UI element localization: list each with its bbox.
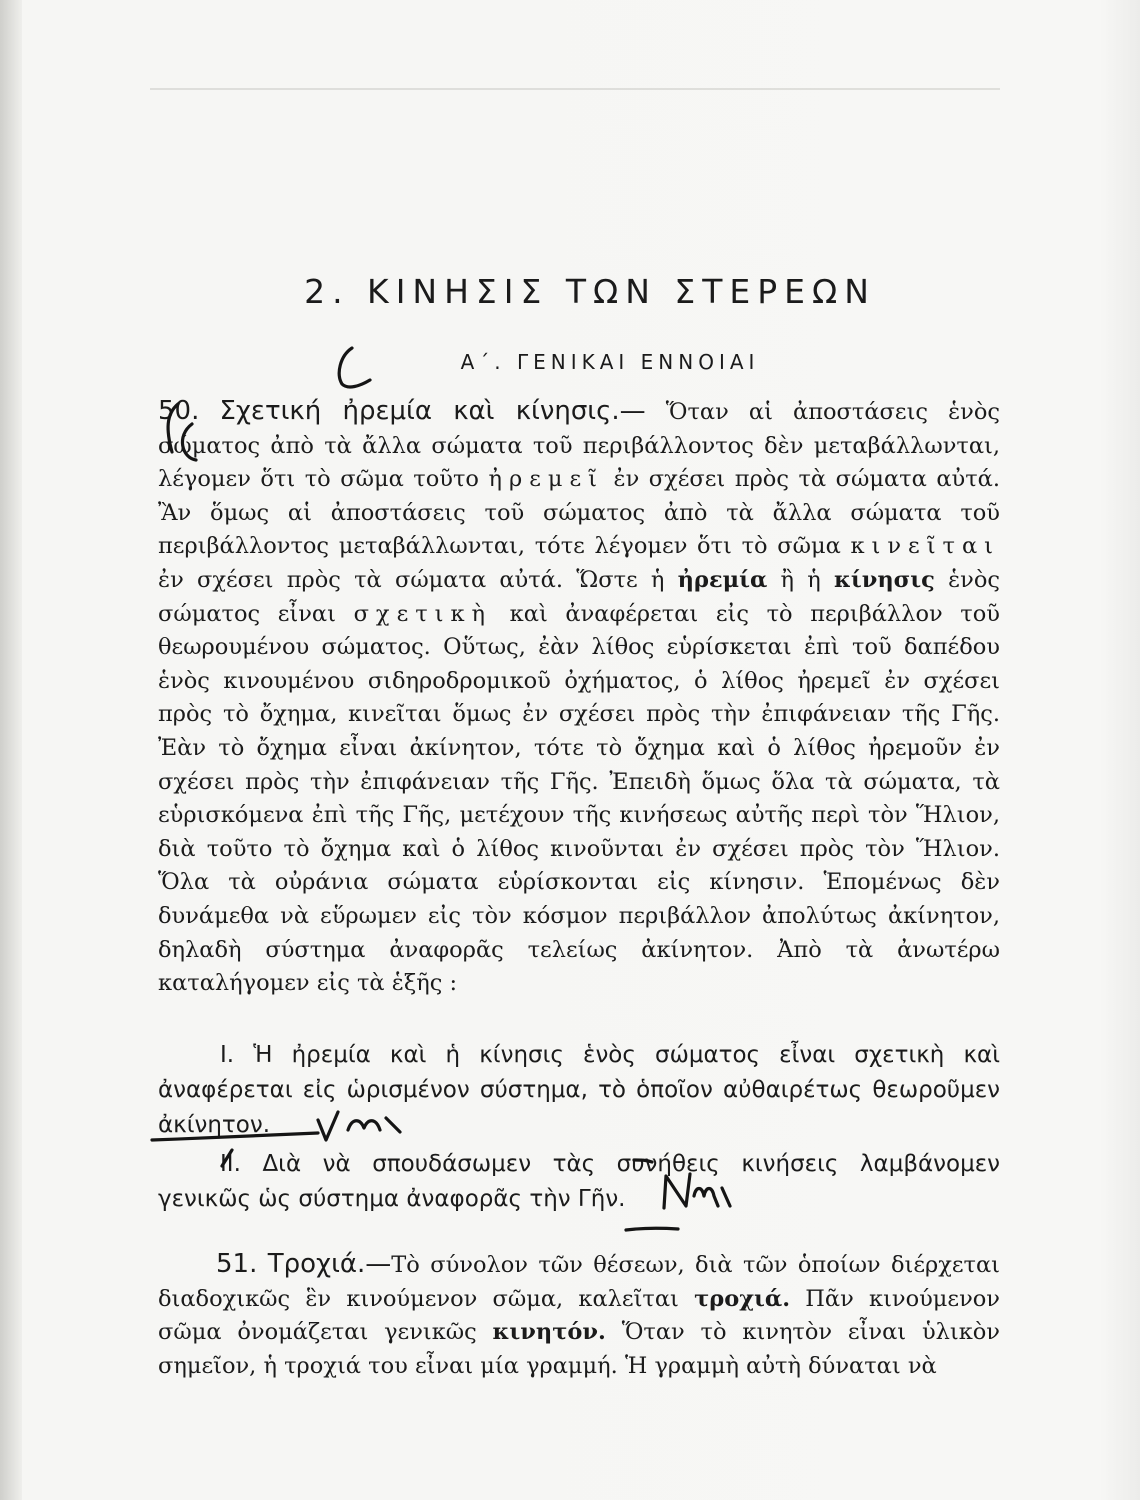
spaced-term: ἠρεμεῖ (488, 466, 604, 493)
body-text: Ὅταν αἱ ἀποστάσεις ἑνὸς σώματος ἀπὸ τὰ ἄλλα σώματα τοῦ περιβάλλοντος δὲν μεταβάλλωνται, λέγομεν ὅτι τὸ σῶμα τοῦτο (158, 399, 1001, 493)
list-item-number: I. (220, 1042, 235, 1068)
bleed-through-header (150, 78, 1000, 90)
list-item-text: Διὰ νὰ σπουδάσωμεν τὰς συνήθεις κινήσεις λαμβάνομεν γενικῶς ὡς σύστημα ἀναφορᾶς τὴν Γῆν. (158, 1151, 1001, 1212)
pen-mark-dash (626, 1228, 678, 1230)
list-item-text: Ἡ ἠρεμία καὶ ἡ κίνησις ἑνὸς σώματος εἶναι σχετικὴ καὶ ἀναφέρεται εἰς ὡρισμένον σύστημα, τὸ ὁποῖον αὐθαιρέτως θεωροῦμεν ἀκίνητον. (158, 1042, 1000, 1138)
body-text: ἐν σχέσει πρὸς τὰ σώματα αὐτά. Ἂν ὅμως αἱ ἀποστάσεις τοῦ σώματος ἀπὸ τὰ ἄλλα σώματα τοῦ περιβάλλοντος μεταβάλλωνται, τότε λέγομεν ὅτι τὸ σῶμα (158, 466, 1000, 560)
page-spine-shadow (0, 0, 22, 1500)
bold-term: κινητόν. (492, 1319, 606, 1346)
bold-term: κίνησις (833, 566, 935, 593)
paragraph-50 (158, 395, 1000, 1001)
list-item (158, 1038, 1000, 1143)
bold-term: τροχιά. (694, 1285, 791, 1312)
spaced-term: σχετικὴ (353, 600, 493, 627)
chapter-title: 2. ΚΙΝΗΣΙΣ ΤΩΝ ΣΤΕΡΕΩΝ (304, 272, 876, 311)
body-text: ἐν σχέσει πρὸς τὰ σώματα αὐτά. Ὥστε ἡ (158, 566, 678, 593)
paragraph-number: 51. (216, 1249, 258, 1279)
paragraph-51 (158, 1248, 1000, 1383)
body-text: Τὸ σύνολον τῶν θέσεων, διὰ τῶν ὁποίων διέρχεται διαδοχικῶς ἓν κινούμενον σῶμα, καλεῖται (158, 1252, 1001, 1312)
paragraph-number: 50. (158, 396, 200, 426)
body-text: Πᾶν κινούμενον σῶμα ὀνομάζεται γενικῶς (158, 1285, 1000, 1346)
body-text: Ὅταν τὸ κινητὸν εἶναι ὑλικὸν σημεῖον, ἡ τροχιά του εἶναι μία γραμμή. Ἡ γραμμὴ αὐτὴ δύναται νὰ (158, 1319, 1000, 1379)
body-text: ἑνὸς σώματος εἶναι (158, 566, 1000, 627)
body-text: ἢ ἡ (767, 566, 834, 593)
section-title: Α΄. ΓΕΝΙΚΑΙ ΕΝΝΟΙΑΙ (460, 350, 760, 374)
list-item-number: II. (220, 1151, 241, 1177)
list-item (158, 1147, 1000, 1217)
spaced-term: κινεῖται (850, 533, 1000, 560)
body-text: καὶ ἀναφέρεται εἰς τὸ περιβάλλον τοῦ θεωρουμένου σώματος. Οὕτως, ἐὰν λίθος εὑρίσκεται ἐπὶ τοῦ δαπέδου ἑνὸς κινουμένου σιδηροδρομικοῦ ὀχήματος, ὁ λίθος ἠρεμεῖ ἐν σχέσει πρὸς τὸ ὄχημα, κινεῖται ὅμως ἐν σχέσει πρὸς τὴν ἐπιφάνειαν τῆς Γῆς. Ἐὰν τὸ ὄχημα εἶναι ἀκίνητον, τότε τὸ ὄχημα καὶ ὁ λίθος ἠρεμοῦν ἐν σχέσει πρὸς τὴν ἐπιφάνειαν τῆς Γῆς. Ἐπειδὴ ὅμως ὅλα τὰ σώματα, τὰ εὑρισκόμενα ἐπὶ τῆς Γῆς, μετέχουν τῆς κινήσεως αὐτῆς περὶ τὸν Ἥλιον, διὰ τοῦτο τὸ ὄχημα καὶ ὁ λίθος κινοῦνται ἐν σχέσει πρὸς τὸν Ἥλιον. Ὅλα τὰ οὐράνια σώματα εὑρίσκονται εἰς κίνησιν. Ἑπομένως δὲν δυνάμεθα νὰ εὕρωμεν εἰς τὸν κόσμον περιβάλλον ἀπολύτως ἀκίνητον, δηλαδὴ σύστημα ἀναφορᾶς τελείως ἀκίνητον. Ἀπὸ τὰ ἀνωτέρω καταλήγομεν εἰς τὰ ἑξῆς : (158, 600, 1000, 997)
paragraph-heading: Τροχιά.— (267, 1249, 392, 1279)
paragraph-heading: Σχετική ἠρεμία καὶ κίνησις.— (219, 396, 646, 426)
summary-list (158, 1038, 1000, 1217)
bold-term: ἠρεμία (677, 566, 768, 593)
